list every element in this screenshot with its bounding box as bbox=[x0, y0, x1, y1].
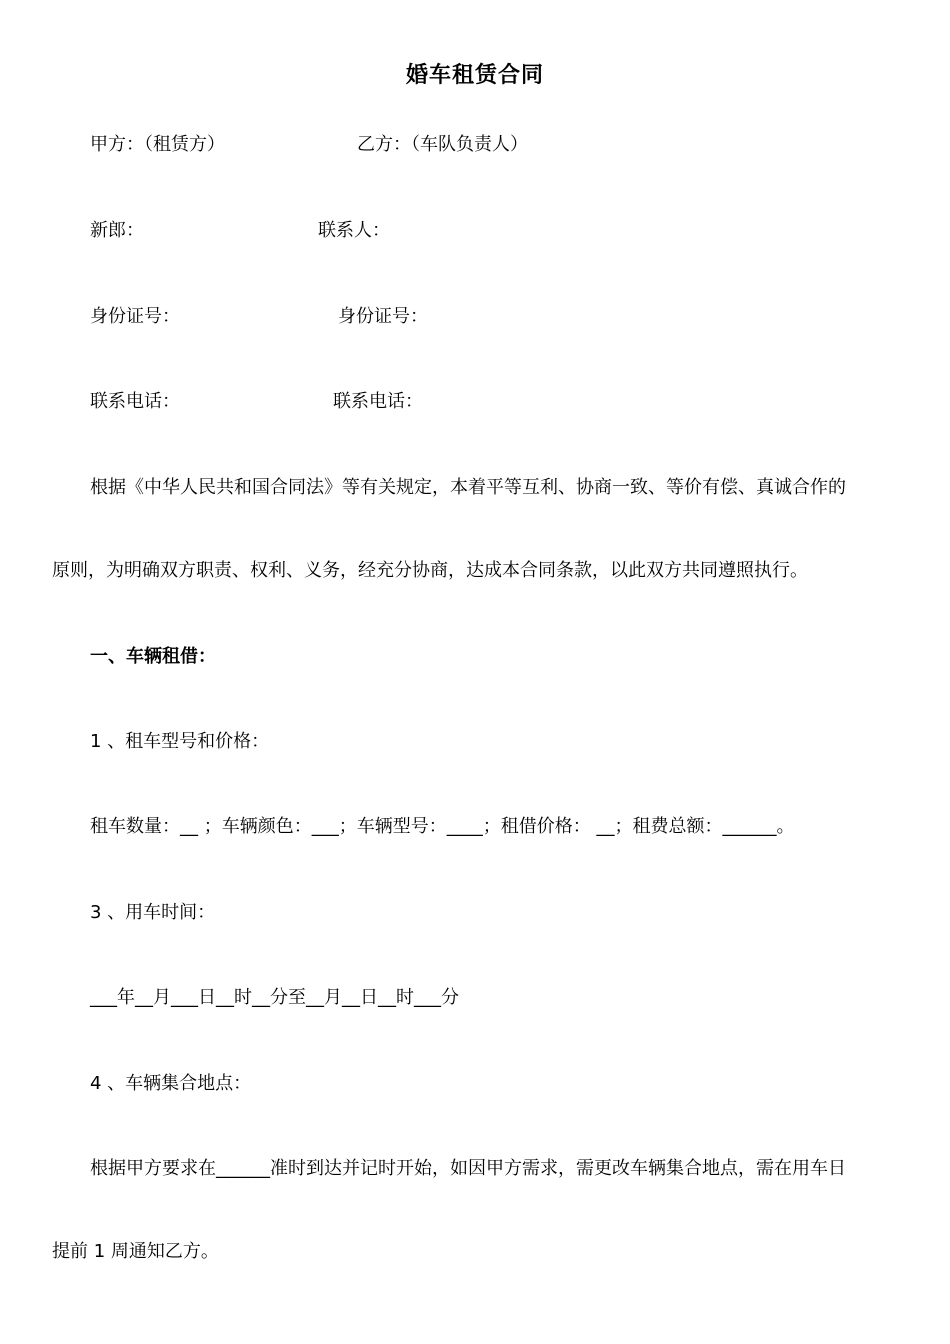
intro-paragraph-line-1: 根据《中华人民共和国合同法》等有关规定，本着平等互利、协商一致、等价有偿、真诚合作的 bbox=[90, 477, 846, 498]
section-1-heading: 一、车辆租借： bbox=[90, 646, 216, 667]
party-a-id-label: 身份证号： bbox=[90, 306, 180, 327]
document-title: 婚车租赁合同 bbox=[405, 63, 544, 88]
item-3-label: 3 、用车时间： bbox=[90, 902, 216, 923]
usage-time-line: ___年__月___日__时__分至__月__日__时___分 bbox=[90, 987, 459, 1008]
party-a-phone-label: 联系电话： bbox=[90, 391, 180, 412]
item-1-label: 1 、租车型号和价格： bbox=[90, 731, 270, 752]
location-paragraph-line-2: 提前 1 周通知乙方。 bbox=[52, 1241, 219, 1262]
groom-label: 新郎： bbox=[90, 220, 144, 241]
rental-details-line: 租车数量：__ ；车辆颜色：___；车辆型号：____；租借价格： __；租费总额：______。 bbox=[90, 816, 795, 837]
party-b-phone-label: 联系电话： bbox=[333, 391, 423, 412]
contact-person-label: 联系人： bbox=[318, 220, 390, 241]
location-paragraph-line-1: 根据甲方要求在______准时到达并记时开始，如因甲方需求，需更改车辆集合地点，需在用车日 bbox=[90, 1158, 846, 1179]
party-b-id-label: 身份证号： bbox=[338, 306, 428, 327]
party-b-label: 乙方：（车队负责人） bbox=[357, 134, 528, 155]
item-4-label: 4 、车辆集合地点： bbox=[90, 1073, 252, 1094]
party-a-label: 甲方：（租赁方） bbox=[90, 134, 225, 155]
intro-paragraph-line-2: 原则，为明确双方职责、权利、义务，经充分协商，达成本合同条款，以此双方共同遵照执行。 bbox=[52, 560, 808, 581]
